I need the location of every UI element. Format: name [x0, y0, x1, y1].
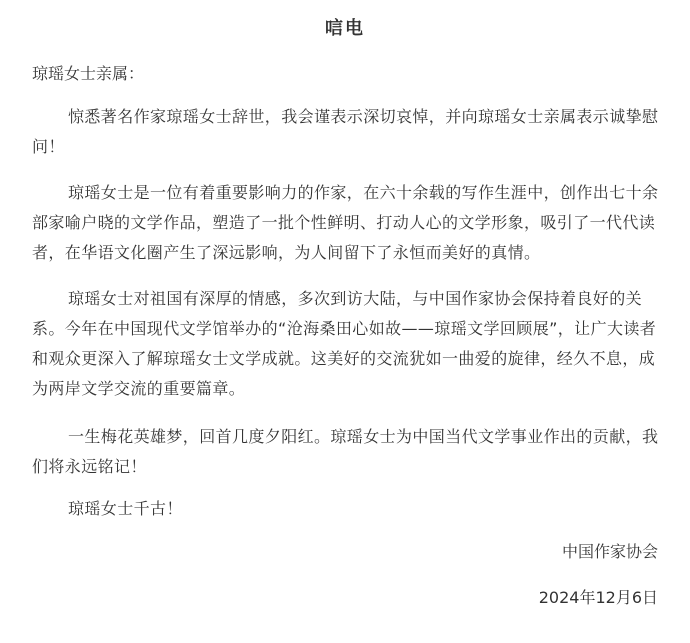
paragraph-condolence: 惊悉著名作家琼瑶女士辞世，我会谨表示深切哀悼，并向琼瑶女士亲属表示诚挚慰问！: [32, 107, 659, 156]
paragraph-career: 琼瑶女士是一位有着重要影响力的作家，在六十余载的写作生涯中，创作出七十余部家喻户晓的文学作品，塑造了一批个性鲜明、打动人心的文学形象，吸引了一代代读者，在华语文化圈产生了深远影响，为人间留下了永恒而美好的真情。: [32, 183, 659, 262]
signature-date: 2024年12月6日: [538, 588, 658, 607]
paragraph-farewell: 琼瑶女士千古！: [68, 499, 183, 518]
salutation: 琼瑶女士亲属：: [32, 64, 145, 83]
signature-organization: 中国作家协会: [561, 542, 658, 561]
paragraph-tribute: 一生梅花英雄梦，回首几度夕阳红。琼瑶女士为中国当代文学事业作出的贡献，我们将永远铭记！: [32, 427, 659, 476]
page-title: 唁电: [325, 18, 365, 39]
paragraph-relations: 琼瑶女士对祖国有深厚的情感，多次到访大陆，与中国作家协会保持着良好的关系。今年在中国现代文学馆举办的“沧海桑田心如故——琼瑶文学回顾展”，让广大读者和观众更深入了解琼瑶女士文学成就。这美好的交流犹如一曲爱的旋律，经久不息，成为两岸文学交流的重要篇章。: [32, 289, 657, 398]
